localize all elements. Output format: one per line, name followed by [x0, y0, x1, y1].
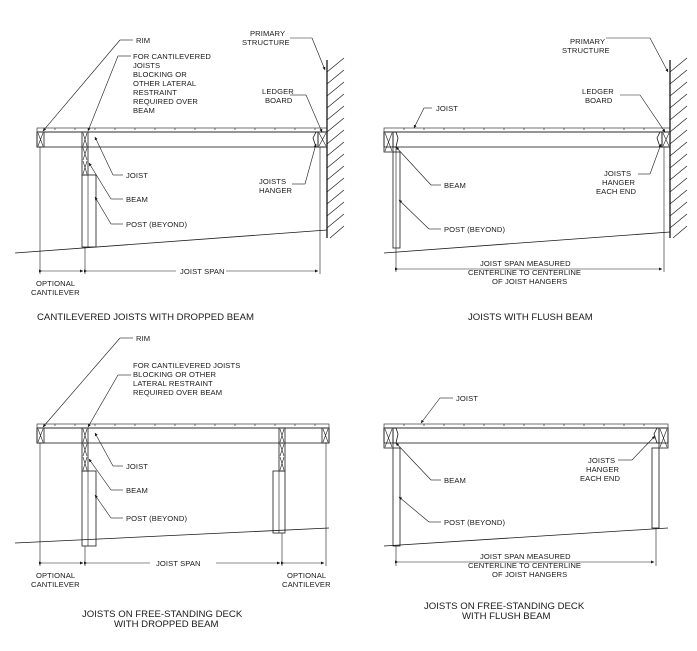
svg-text:FOR CANTILEVERED: FOR CANTILEVERED	[133, 52, 211, 61]
rim-label: RIM	[136, 36, 151, 45]
svg-text:LEDGER: LEDGER	[582, 87, 614, 96]
grade-line	[384, 528, 668, 546]
joist-label: JOIST	[456, 394, 479, 403]
joist-hanger-right	[654, 428, 659, 443]
caption-2: JOISTS WITH FLUSH BEAM	[468, 312, 593, 323]
diagram-freestanding-dropped-beam	[15, 334, 331, 630]
post	[393, 152, 400, 248]
beam-label: BEAM	[444, 181, 466, 190]
svg-text:LATERAL RESTRAINT: LATERAL RESTRAINT	[133, 379, 213, 388]
beam-label: BEAM	[444, 476, 466, 485]
svg-text:REQUIRED OVER: REQUIRED OVER	[133, 97, 199, 106]
caption-4	[424, 601, 585, 622]
svg-text:CENTERLINE TO CENTERLINE: CENTERLINE TO CENTERLINE	[468, 268, 582, 277]
svg-text:JOISTS ON FREE-STANDING DECK: JOISTS ON FREE-STANDING DECK	[82, 609, 243, 620]
deck-board	[37, 128, 327, 132]
primary-structure-label	[562, 37, 610, 55]
svg-text:WITH FLUSH BEAM: WITH FLUSH BEAM	[462, 611, 551, 622]
svg-text:OPTIONAL: OPTIONAL	[36, 279, 76, 288]
svg-text:OTHER LATERAL: OTHER LATERAL	[133, 79, 197, 88]
ledger-board-label	[262, 87, 294, 105]
rim-label: RIM	[136, 334, 151, 343]
svg-text:FOR CANTILEVERED JOISTS: FOR CANTILEVERED JOISTS	[133, 361, 241, 370]
wall-hatching	[327, 58, 344, 238]
joist-span-label: JOIST SPAN	[180, 267, 225, 276]
joist-span-label: JOIST SPAN	[156, 559, 201, 568]
joists-hanger-label	[596, 169, 636, 196]
ledger-board-label	[582, 87, 614, 105]
svg-text:HANGER: HANGER	[259, 186, 293, 195]
beam-left	[82, 443, 88, 471]
joist-label: JOIST	[436, 104, 459, 113]
wall-hatching	[670, 58, 687, 238]
beam-right	[279, 443, 285, 471]
joist	[384, 428, 668, 443]
svg-text:JOISTS: JOISTS	[588, 456, 616, 465]
svg-text:WITH DROPPED BEAM: WITH DROPPED BEAM	[114, 619, 219, 630]
beam-label: BEAM	[126, 195, 148, 204]
restraint-label	[133, 361, 240, 397]
beam-label: BEAM	[126, 486, 148, 495]
svg-text:PRIMARY: PRIMARY	[570, 37, 606, 46]
svg-text:CANTILEVER: CANTILEVER	[31, 288, 80, 297]
grade-line	[15, 230, 327, 253]
svg-text:BLOCKING OR OTHER: BLOCKING OR OTHER	[133, 370, 217, 379]
deck-board	[384, 128, 670, 132]
svg-text:CENTERLINE TO CENTERLINE: CENTERLINE TO CENTERLINE	[468, 561, 582, 570]
svg-text:BEAM: BEAM	[133, 106, 155, 115]
svg-text:STRUCTURE: STRUCTURE	[562, 46, 610, 55]
svg-text:JOISTS: JOISTS	[133, 61, 161, 70]
post-label: POST (BEYOND)	[444, 518, 506, 527]
svg-text:JOIST SPAN MEASURED: JOIST SPAN MEASURED	[480, 552, 571, 561]
deck-board-seams	[55, 128, 315, 130]
joist-label: JOIST	[126, 462, 149, 471]
svg-text:OPTIONAL: OPTIONAL	[287, 571, 327, 580]
joist	[384, 132, 670, 147]
post-label: POST (BEYOND)	[126, 514, 188, 523]
svg-text:RESTRAINT: RESTRAINT	[133, 88, 177, 97]
svg-text:HANGER: HANGER	[602, 178, 636, 187]
caption-3	[82, 609, 243, 630]
svg-text:CANTILEVER: CANTILEVER	[282, 580, 331, 589]
joist-span-label	[468, 259, 581, 286]
optional-cantilever-label	[31, 279, 80, 297]
joist-hanger-left	[393, 428, 398, 443]
post-right	[652, 448, 659, 528]
beam	[82, 147, 88, 175]
optional-cantilever-right-label	[282, 571, 331, 589]
svg-text:JOISTS: JOISTS	[604, 169, 632, 178]
joist-hanger-right	[657, 132, 662, 147]
post	[82, 175, 96, 247]
diagram-freestanding-flush-beam	[384, 394, 668, 622]
joists-hanger-label	[580, 456, 620, 483]
svg-text:PRIMARY: PRIMARY	[250, 29, 286, 38]
grade-line	[384, 232, 670, 253]
post-label: POST (BEYOND)	[126, 220, 188, 229]
caption-1: CANTILEVERED JOISTS WITH DROPPED BEAM	[37, 312, 254, 323]
optional-cantilever-left-label	[31, 571, 80, 589]
post-left	[393, 448, 400, 546]
post-label: POST (BEYOND)	[444, 225, 506, 234]
joist-label: JOIST	[126, 171, 149, 180]
svg-text:REQUIRED OVER BEAM: REQUIRED OVER BEAM	[133, 388, 223, 397]
svg-text:BOARD: BOARD	[265, 96, 293, 105]
svg-text:OPTIONAL: OPTIONAL	[36, 571, 76, 580]
diagram-flush-beam	[384, 37, 687, 323]
diagram-cantilevered-dropped-beam	[15, 29, 344, 323]
svg-text:EACH END: EACH END	[596, 187, 637, 196]
post-left	[82, 471, 96, 546]
joist-hanger-left	[393, 132, 398, 147]
svg-text:BOARD: BOARD	[585, 96, 613, 105]
svg-text:OF JOIST HANGERS: OF JOIST HANGERS	[492, 570, 568, 579]
svg-text:BLOCKING OR: BLOCKING OR	[133, 70, 187, 79]
deck-board-seams	[404, 128, 644, 130]
svg-text:JOIST SPAN MEASURED: JOIST SPAN MEASURED	[480, 259, 571, 268]
joist	[37, 132, 327, 147]
svg-text:LEDGER: LEDGER	[262, 87, 294, 96]
svg-text:JOISTS ON FREE-STANDING DECK: JOISTS ON FREE-STANDING DECK	[424, 601, 585, 612]
deck-board	[384, 424, 668, 428]
svg-text:OF JOIST HANGERS: OF JOIST HANGERS	[492, 277, 568, 286]
svg-text:EACH END: EACH END	[580, 474, 621, 483]
primary-structure-label	[242, 29, 290, 47]
svg-text:JOISTS: JOISTS	[259, 177, 287, 186]
svg-text:HANGER: HANGER	[586, 465, 620, 474]
svg-text:CANTILEVER: CANTILEVER	[31, 580, 80, 589]
deck-board	[37, 424, 329, 428]
restraint-label	[133, 52, 211, 115]
joists-hanger-label	[259, 177, 293, 195]
svg-text:STRUCTURE: STRUCTURE	[242, 38, 290, 47]
joist-span-label	[468, 552, 581, 579]
